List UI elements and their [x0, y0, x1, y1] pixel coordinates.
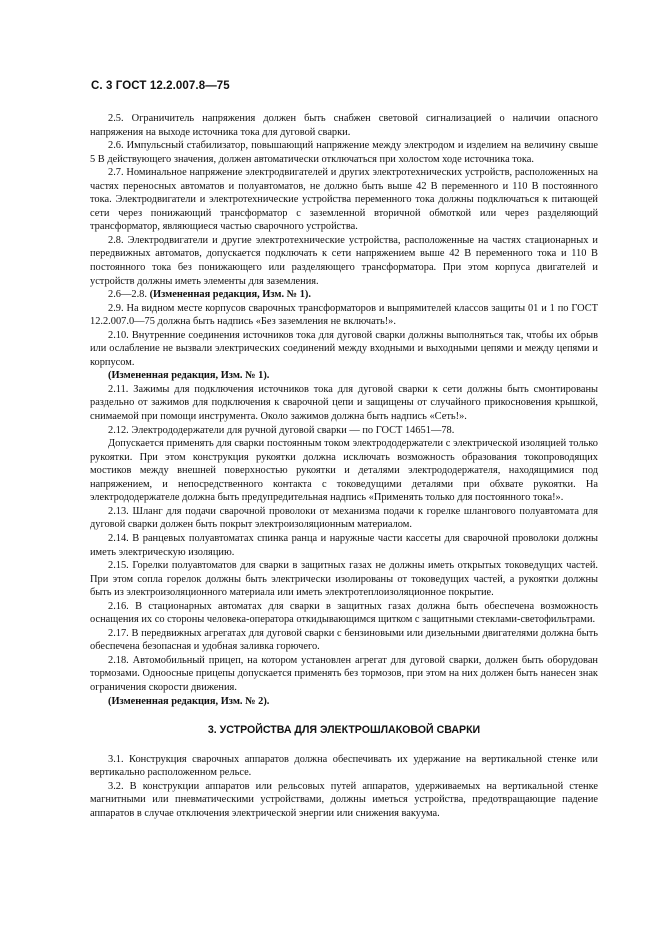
clause-2-7: 2.7. Номинальное напряжение электродвигателей и других электротехнических устройств, расположенных на частях переносных автоматов и полуавтоматов, не должно быть выше 42 В переменного и 110 В постоянного тока. Электродвигатели и электротехнические устройства переменного тока должны подключаться к питающей сети через понижающий трансформатор с заземленной вторичной обмоткой или через разделяющий трансформатор, являющиеся частью сварочного устройства. — [90, 167, 598, 233]
amendment-label: (Измененная редакция, Изм. № 1). — [149, 289, 311, 301]
clause-2-8: 2.8. Электродвигатели и другие электротехнические устройства, расположенные на частях стационарных и передвижных автоматов, допускается подключать к сети напряжением выше 42 В переменного тока и 110 В постоянного тока без понижающего или разделяющего трансформатора. При этом корпуса двигателей и устройств должны иметь элементы для заземления. — [90, 234, 598, 287]
document-body — [90, 112, 598, 820]
clause-2-17: 2.17. В передвижных агрегатах для дуговой сварки с бензиновыми или дизельными двигателями должна быть обеспечена безопасная и удобная заливка горючего. — [90, 627, 598, 653]
clause-2-14: 2.14. В ранцевых полуавтоматах спинка ранца и наружные части кассеты для сварочной проволоки должны иметь электрическую изоляцию. — [90, 532, 598, 558]
section-3-heading: 3. УСТРОЙСТВА ДЛЯ ЭЛЕКТРОШЛАКОВОЙ СВАРКИ — [207, 724, 481, 737]
clause-3-2: 3.2. В конструкции аппаратов или рельсовых путей аппаратов, удерживаемых на вертикальной стенке магнитными или пневматическими устройствами, должны иметься устройства, предотвращающие падение аппаратов в случае отключения электрической энергии или снижения вакуума. — [90, 780, 598, 819]
amendment-note-2-6-2-8 — [90, 288, 598, 302]
clause-2-16: 2.16. В стационарных автоматах для сварки в защитных газах должна быть обеспечена возможность оснащения их со стороны человека-оператора откидывающимся щитком с защитными стеклами-светофильтрами. — [90, 600, 598, 626]
clause-2-15: 2.15. Горелки полуавтоматов для сварки в защитных газах не должны иметь открытых токоведущих частей. При этом сопла горелок должны быть электрически изолированы от токоведущих частей, а рукоятки должны быть из электроизоляционного материала или иметь электротеплоизоляционное покрытие. — [90, 560, 598, 599]
clause-3-1: 3.1. Конструкция сварочных аппаратов должна обеспечивать их удержание на вертикальной стенке или вертикально расположенном рельсе. — [90, 753, 598, 779]
clause-2-18: 2.18. Автомобильный прицеп, на котором установлен агрегат для дуговой сварки, должен быть оборудован тормозами. Одноосные прицепы допускается применять без тормозов, при этом на них должен быть нанесен знак ограничения скорости движения. — [90, 654, 598, 693]
clause-2-12-detail: Допускается применять для сварки постоянным током электрододержатели с электрической изоляцией только рукоятки. При этом конструкция рукоятки должна исключать возможность образования токопроводящих мостиков между внешней поверхностью рукоятки и деталями электрододержателя, находящимися под напряжением, и непосредственного контакта с токоведущими деталями при обхвате рукоятки. На электрододержателе должна быть предупредительная надпись «Применять только для постоянного тока!». — [90, 438, 598, 504]
clause-2-12: 2.12. Электрододержатели для ручной дуговой сварки — по ГОСТ 14651—78. — [108, 424, 455, 436]
clause-2-11: 2.11. Зажимы для подключения источников тока для дуговой сварки к сети должны быть смонтированы раздельно от зажимов для подключения к сварочной цепи и защищены от случайного прикосновения крышкой, снимаемой при помощи инструмента. Около зажимов должна быть надпись «Сеть!». — [90, 383, 598, 423]
clause-2-13: 2.13. Шланг для подачи сварочной проволоки от механизма подачи к горелке шлангового полуавтомата для дуговой сварки должен быть покрыт электроизоляционным материалом. — [90, 505, 598, 531]
clause-2-9: 2.9. На видном месте корпусов сварочных трансформаторов и выпрямителей классов защиты 01 и 1 по ГОСТ 12.2.007.0—75 должна быть надпись «Без заземления не включать!». — [90, 302, 598, 328]
page-header: С. 3 ГОСТ 12.2.007.8—75 — [91, 80, 230, 92]
clause-2-10: 2.10. Внутренние соединения источников тока для дуговой сварки должны выполняться так, чтобы их обрыв или ослабление не вызвали электрических соединений между входными и выходными цепями и между цепями и корпусом. — [90, 329, 598, 368]
amendment-note-2-18: (Измененная редакция, Изм. № 2). — [108, 695, 270, 707]
amendment-note-2-10: (Измененная редакция, Изм. № 1). — [108, 370, 270, 382]
amendment-range: 2.6—2.8. — [108, 289, 150, 301]
clause-2-5: 2.5. Ограничитель напряжения должен быть снабжен световой сигнализацией о наличии опасного напряжения на выходе источника тока для дуговой сварки. — [90, 113, 598, 138]
clause-2-6: 2.6. Импульсный стабилизатор, повышающий напряжение между электродом и изделием на величину свыше 5 В действующего значения, должен автоматически отключаться при холостом ходе источника тока. — [90, 140, 598, 165]
